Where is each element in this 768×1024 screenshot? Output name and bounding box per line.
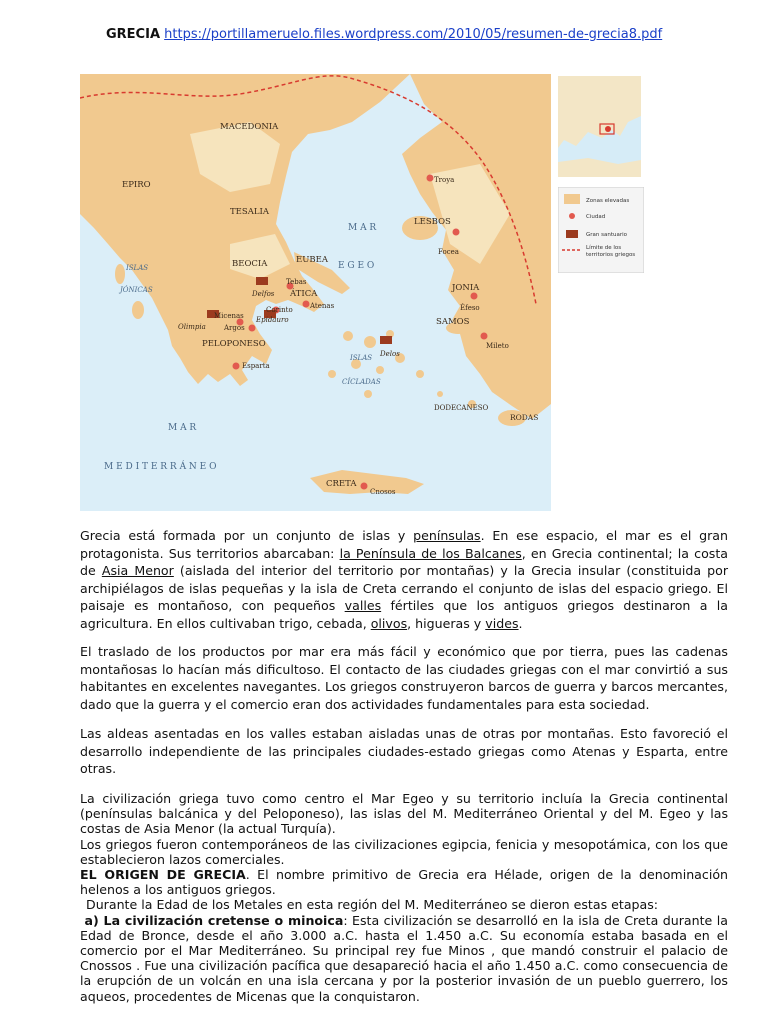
label-macedonia: MACEDONIA <box>220 122 279 132</box>
p1-text-c: , en Grecia continental; la costa de <box>80 545 728 578</box>
paragraph-geography <box>80 527 728 632</box>
label-eubea: EUBEA <box>296 255 328 265</box>
label-esparta: Esparta <box>242 362 270 370</box>
label-tebas: Tebas <box>286 278 307 286</box>
p1-text-d: (aislada del interior del territorio por montañas) y la Grecia insular (constituida por archipiélagos de islas pequeñas y la isla de Creta cerrando el conjunto de islas del espacio griego. El paisaje es montañoso, con pequeños <box>80 563 729 613</box>
label-islas-cicladas-2: CÍCLADAS <box>342 378 381 386</box>
label-micenas: Micenas <box>214 312 244 320</box>
p1-text-g: . <box>518 615 523 631</box>
p8-text <box>80 913 728 1004</box>
label-atenas: Atenas <box>310 302 335 310</box>
p7-text: Durante la Edad de los Metales en esta región del M. Mediterráneo se dieron estas etapas: <box>86 897 659 913</box>
label-creta: CRETA <box>326 479 357 489</box>
label-lesbos: LESBOS <box>414 217 451 227</box>
p1-text-a: Grecia está formada por un conjunto de islas y <box>80 528 414 543</box>
p8-body: : Esta civilización se desarrolló en la isla de Creta durante la Edad de Bronce, desde el año 3.000 a.C. hasta el 1.450 a.C. Su economía estaba basada en el comercio por el Mar Mediterráneo. Su principal rey fue Minos , que mandó construir el palacio de Cnossos . Fue una civilización pacífica que desapareció hacia el año 1.450 a.C. como consecuencia de la erupción de un volcán en una isla cercana y por la posterior invasión de un pueblo guerrero, los aqueos, procedentes de Micenas que la conquistaron. <box>80 912 728 1004</box>
legend-limite-2: territorios griegos <box>586 252 636 258</box>
label-corinto: Corinto <box>266 306 293 314</box>
legend-zonas: Zonas elevadas <box>586 198 630 204</box>
document-header <box>106 27 662 42</box>
label-jonia: JONIA <box>452 283 480 293</box>
label-epiro: EPIRO <box>122 180 151 190</box>
p3-text: Las aldeas asentadas en los valles estaban aisladas unas de otras por montañas. Esto favoreció el desarrollo independiente de las principales ciudades-estado griegas como Atenas y Esparta, entre otras. <box>80 726 728 776</box>
label-tesalia: TESALIA <box>230 207 269 217</box>
label-efeso: Éfeso <box>460 304 480 312</box>
legend-santuario: Gran santuario <box>586 232 628 238</box>
legend-limite-1: Límite de los <box>586 245 622 251</box>
label-mar-egeo-1: M A R <box>348 223 377 233</box>
link-balcanes[interactable]: la Península de los Balcanes <box>339 545 522 561</box>
label-islas-jonicas-1: ISLAS <box>126 264 149 272</box>
p2-text: El traslado de los productos por mar era más fácil y económico que por tierra, pues las cadenas montañosas lo hacían más dificultoso. El contacto de las ciudades griegas con el mar convirtió a sus habitantes en excelentes navegantes. Los griegos construyeron barcos de guerra y barcos mercantes, dado que la guerra y el comercio eran dos actividades fundamentales para esta sociedad. <box>80 644 728 712</box>
label-atica: ÁTICA <box>290 289 318 299</box>
label-peloponeso: PELOPONESO <box>202 339 266 349</box>
label-delfos: Delfos <box>252 290 275 298</box>
p6-text <box>80 867 728 897</box>
header-title: GRECIA <box>106 27 160 42</box>
label-islas-jonicas-2: JÓNICAS <box>120 286 153 294</box>
label-mar-med-1: M A R <box>168 423 197 433</box>
label-focea: Focea <box>438 248 459 256</box>
p6-body: . El nombre primitivo de Grecia era Hélade, origen de la denominación helenos a los antiguos griegos. <box>80 867 729 898</box>
p1-text-f: , higueras y <box>407 615 486 631</box>
label-mar-egeo-2: E G E O <box>338 261 375 271</box>
map-of-ancient-greece <box>80 74 551 511</box>
heading-cretan: a) La civilización cretense o minoica <box>84 912 344 928</box>
link-vides[interactable]: vides <box>485 615 519 631</box>
label-islas-cicladas-1: ISLAS <box>350 354 373 362</box>
label-beocia: BEOCIA <box>232 259 268 269</box>
label-mileto: Mileto <box>486 342 509 350</box>
label-dodecaneso: DODECANESO <box>434 404 489 412</box>
label-samos: SAMOS <box>436 317 470 327</box>
label-mar-med-2: M E D I T E R R Á N E O <box>104 462 217 472</box>
link-olivos[interactable]: olivos <box>370 615 408 631</box>
link-valles[interactable]: valles <box>344 598 382 613</box>
label-rodas: RODAS <box>510 413 539 422</box>
link-peninsulas[interactable]: penínsulas <box>413 528 481 543</box>
map-legend <box>558 187 644 273</box>
source-link[interactable]: https://portillameruelo.files.wordpress.com/2010/05/resumen-de-grecia8.pdf <box>164 27 663 42</box>
paragraph-villages <box>80 725 728 778</box>
label-argos: Argos <box>224 324 245 332</box>
p1-text-b: . En ese espacio, el mar es el gran protagonista. Sus territorios abarcaban: <box>80 528 729 561</box>
label-epidauro: Epidauro <box>256 316 289 324</box>
label-delos: Delos <box>380 350 400 358</box>
heading-origin: EL ORIGEN DE GRECIA <box>80 867 246 883</box>
label-cnosos: Cnosos <box>370 488 396 496</box>
p1-text-e: fértiles que los antiguos griegos destinaron a la agricultura. En ellos cultivaban trigo, cebada, <box>80 598 728 631</box>
p4-text: La civilización griega tuvo como centro el Mar Egeo y su territorio incluía la Grecia continental (penínsulas balcánica y del Peloponeso), las islas del M. Mediterráneo Oriental y del M. Egeo y las costas de Asia Menor (la actual Turquía). <box>80 791 728 837</box>
locator-inset-map <box>558 76 641 177</box>
p5-text: Los griegos fueron contemporáneos de las civilizaciones egipcia, fenicia y mesopotámica, con los que establecieron lazos comerciales. <box>80 836 728 867</box>
link-asia-menor[interactable]: Asia Menor <box>101 563 174 578</box>
label-olimpia: Olimpia <box>178 323 206 331</box>
label-troya: Troya <box>434 176 455 184</box>
legend-ciudad: Ciudad <box>586 214 606 220</box>
text-block-origin <box>80 791 728 1004</box>
paragraph-transport <box>80 643 728 713</box>
